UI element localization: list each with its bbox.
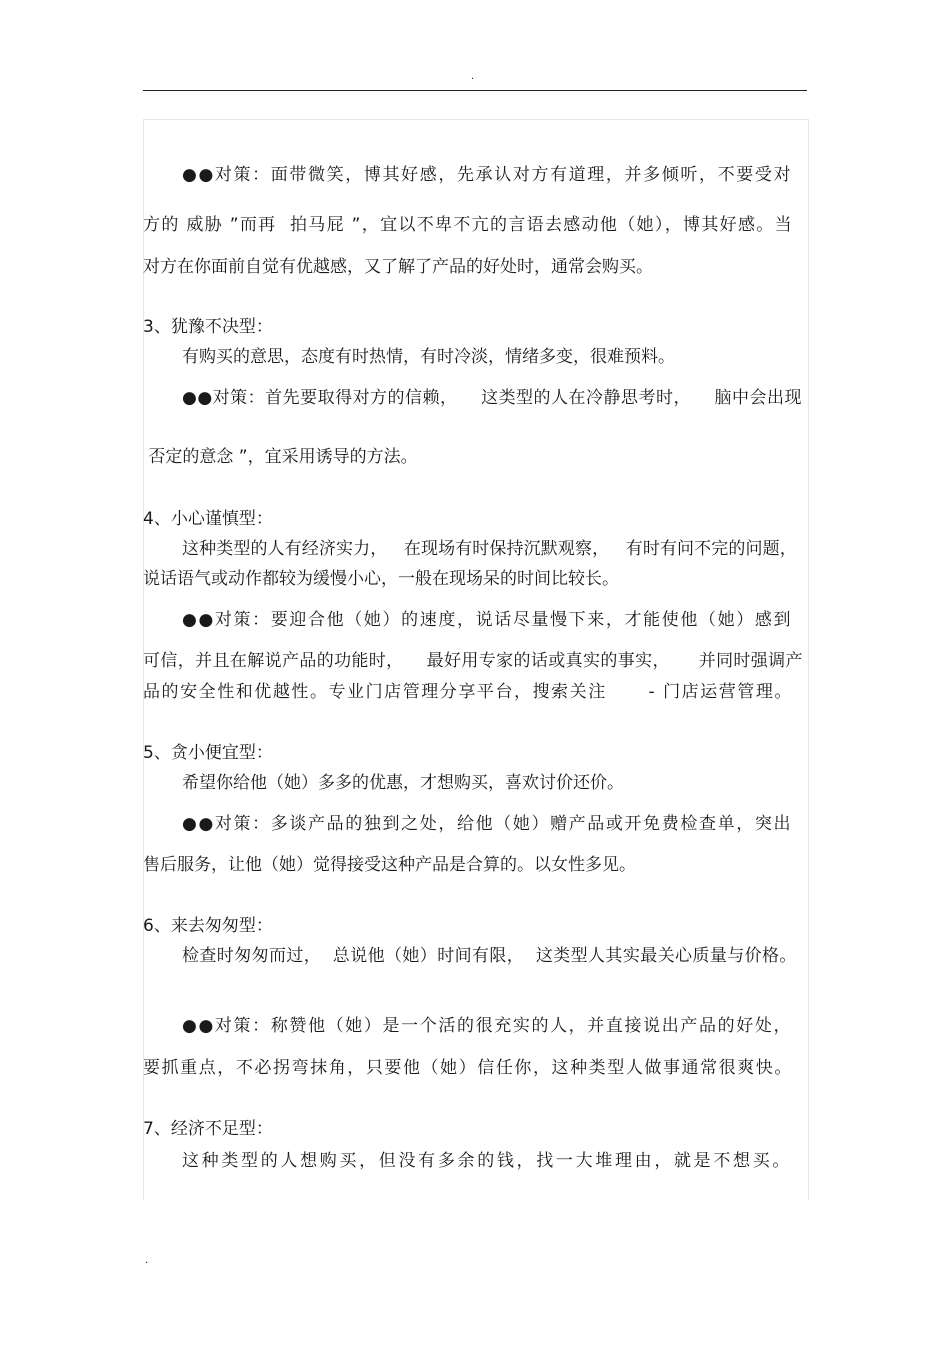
text-line: 希望你给他（她）多多的优惠，才想购买，喜欢讨价还价。	[182, 773, 624, 793]
text-line: ●●对策：面带微笑，博其好感，先承认对方有道理，并多倾听，不要受对	[182, 165, 793, 185]
section-heading: 6、来去匆匆型：	[143, 916, 273, 936]
text-line: 检查时匆匆而过， 总说他（她）时间有限， 这类型人其实最关心质量与价格。	[182, 946, 797, 966]
text-line: ●●对策：多谈产品的独到之处，给他（她）赠产品或开免费检查单，突出	[182, 814, 793, 834]
text-line: ●●对策：首先要取得对方的信赖， 这类型的人在冷静思考时， 脑中会出现	[182, 388, 802, 408]
text-line: 售后服务，让他（她）觉得接受这种产品是合算的。以女性多见。	[143, 855, 636, 875]
text-line: 可信，并且在解说产品的功能时， 最好用专家的话或真实的事实， 并同时强调产	[143, 651, 803, 671]
text-line: 否定的意念 ”，宜采用诱导的方法。	[143, 447, 418, 467]
section-heading: 5、贪小便宜型：	[143, 743, 273, 763]
text-line: 对方在你面前自觉有优越感，又了解了产品的好处时，通常会购买。	[143, 257, 653, 277]
text-line: 方的 威胁 ”而再 拍马屁 ”，宜以不卑不亢的言语去感动他（她），博其好感。当	[143, 215, 793, 235]
text-line: 这种类型的人想购买，但没有多余的钱，找一大堆理由，就是不想买。	[182, 1151, 793, 1171]
section-heading: 7、经济不足型：	[143, 1119, 273, 1139]
footer-mark: .	[145, 1255, 149, 1266]
section-heading: 4、小心谨慎型：	[143, 509, 273, 529]
text-line: 要抓重点，不必拐弯抹角，只要他（她）信任你，这种类型人做事通常很爽快。	[143, 1058, 793, 1078]
text-line: ●●对策：要迎合他（她）的速度，说话尽量慢下来，才能使他（她）感到	[182, 610, 793, 630]
header-mark: .	[471, 71, 475, 82]
text-line: 有购买的意思，态度有时热情，有时冷淡，情绪多变，很难预料。	[182, 347, 675, 367]
section-heading: 3、犹豫不决型：	[143, 317, 273, 337]
text-line: 说话语气或动作都较为缓慢小心，一般在现场呆的时间比较长。	[143, 569, 619, 589]
header-rule	[143, 90, 807, 91]
text-line: ●●对策：称赞他（她）是一个活的很充实的人，并直接说出产品的好处，	[182, 1016, 793, 1036]
text-line: 这种类型的人有经济实力， 在现场有时保持沉默观察， 有时有问不完的问题，	[182, 539, 797, 559]
text-line: 品的安全性和优越性。专业门店管理分享平台，搜索关注 - 门店运营管理。	[143, 682, 793, 702]
